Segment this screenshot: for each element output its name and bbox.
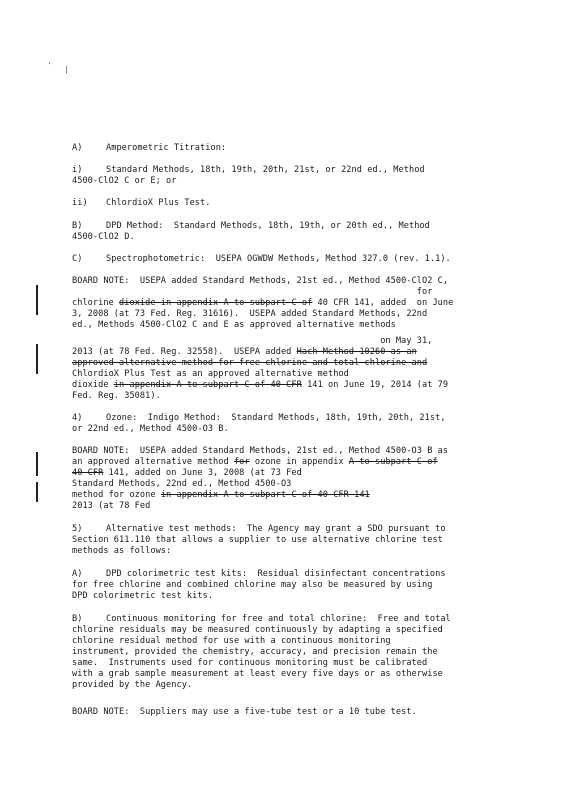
text-line-b2-4 <box>72 647 438 658</box>
list-marker: B) <box>72 221 83 231</box>
line-text: BOARD NOTE: USEPA added Standard Methods, 21st ed., Method 4500-ClO2 C, <box>72 276 449 286</box>
line-text: chlorine residuals may be measured continuously by adapting a specified <box>72 625 443 635</box>
line-text: ed., Methods 4500-ClO2 C and E as approved alternative methods <box>72 320 396 330</box>
text-line-a2-2 <box>72 580 432 591</box>
text-line-bn1-1 <box>72 276 448 287</box>
scan-speck: | <box>64 65 69 74</box>
line-text: chlorine residual method for use with a continuous monitoring <box>72 636 391 646</box>
line-text: for free chlorine and combined chlorine may also be measured by using <box>72 580 433 590</box>
line-text: an approved alternative method for ozone in appendix A to subpart C of <box>72 457 438 467</box>
line-text: 4500-ClO2 C or E; or <box>72 176 177 186</box>
line-text: chlorine dioxide in appendix A to subpart C of 40 CFR 141, added on June <box>72 298 454 308</box>
line-text: Spectrophotometric: USEPA OGWDW Methods, Method 327.0 (rev. 1.1). <box>106 254 451 264</box>
list-marker: A) <box>72 143 83 153</box>
text-line-b2-1 <box>72 614 451 625</box>
text-line-c-line <box>72 254 451 265</box>
text-line-bn2-5 <box>72 490 370 501</box>
text-line-b2-5 <box>72 658 427 669</box>
line-text: 3, 2008 (at 73 Fed. Reg. 31616). USEPA added Standard Methods, 22nd <box>72 309 428 319</box>
line-text: for <box>72 287 433 297</box>
line-text: provided by the Agency. <box>72 680 193 690</box>
text-line-b-line2 <box>72 232 135 243</box>
text-line-ozone-2 <box>72 424 229 435</box>
text-line-bn1-9 <box>72 369 349 380</box>
text-line-s5-3 <box>72 546 171 557</box>
text-line-bn2-2 <box>72 457 438 468</box>
text-line-s5-2 <box>72 535 443 546</box>
line-text: approved alternative method for free chlorine and total chlorine and <box>72 358 428 368</box>
text-line-a2-1 <box>72 569 446 580</box>
scan-speck: ' <box>47 61 52 70</box>
line-text: BOARD NOTE: Suppliers may use a five-tube test or a 10 tube test. <box>72 707 417 717</box>
line-text: DPD Method: Standard Methods, 18th, 19th, or 20th ed., Method <box>106 221 430 231</box>
text-line-i-line1 <box>72 165 425 176</box>
line-text: with a grab sample measurement at least every five days or as otherwise <box>72 669 443 679</box>
line-text: DPD colorimetric test kits. <box>72 591 214 601</box>
line-text: Section 611.110 that allows a supplier to use alternative chlorine test <box>72 535 443 545</box>
text-line-s5-1 <box>72 524 446 535</box>
revision-bar <box>36 482 38 502</box>
text-line-b2-6 <box>72 669 443 680</box>
text-line-i-line2 <box>72 176 176 187</box>
list-marker: B) <box>72 614 83 624</box>
line-text: methods as follows: <box>72 546 172 556</box>
line-text: method for ozone in appendix A to subpart C of 40 CFR 141 <box>72 490 370 500</box>
text-line-bn1-10 <box>72 380 448 391</box>
revision-bar <box>36 344 38 374</box>
line-text: or 22nd ed., Method 4500-O3 B. <box>72 424 229 434</box>
line-text: Standard Methods, 18th, 19th, 20th, 21st, or 22nd ed., Method <box>106 165 425 175</box>
line-text: BOARD NOTE: USEPA added Standard Methods, 21st ed., Method 4500-O3 B as <box>72 446 449 456</box>
text-line-b2-3 <box>72 636 391 647</box>
text-line-bn2-1 <box>72 446 448 457</box>
text-line-bn1-4 <box>72 309 427 320</box>
line-text: Continuous monitoring for free and total chlorine: Free and total <box>106 614 451 624</box>
text-line-a2-3 <box>72 591 213 602</box>
list-marker: C) <box>72 254 83 264</box>
text-line-b2-2 <box>72 625 443 636</box>
line-text: ChlordioX Plus Test as an approved alternative method <box>72 369 349 379</box>
text-line-a-title <box>72 143 226 154</box>
text-line-bn1-2 <box>72 287 432 298</box>
list-marker: A) <box>72 569 83 579</box>
list-marker: i) <box>72 165 83 175</box>
text-line-bn2-3 <box>72 468 302 479</box>
line-text: 2013 (at 78 Fed <box>72 501 151 511</box>
text-line-bn3-1 <box>72 707 417 718</box>
list-marker: ii) <box>72 198 88 208</box>
line-text: on May 31, <box>72 336 433 346</box>
text-line-b-line1 <box>72 221 430 232</box>
text-line-ii-line <box>72 198 210 209</box>
line-text: Standard Methods, 22nd ed., Method 4500-O3 <box>72 479 292 489</box>
text-line-bn1-8 <box>72 358 427 369</box>
line-text: Fed. Reg. 35081). <box>72 391 161 401</box>
text-line-bn1-7 <box>72 347 417 358</box>
revision-bar <box>36 452 38 476</box>
line-text: 4500-ClO2 D. <box>72 232 135 242</box>
line-text: Amperometric Titration: <box>106 143 227 153</box>
text-line-bn1-6 <box>72 336 432 347</box>
line-text: instrument, provided the chemistry, accuracy, and precision remain the <box>72 647 438 657</box>
list-marker: 4) <box>72 413 83 423</box>
text-line-b2-7 <box>72 680 192 691</box>
text-line-bn1-11 <box>72 391 161 402</box>
line-text: same. Instruments used for continuous monitoring must be calibrated <box>72 658 428 668</box>
line-text: dioxide in appendix A to subpart C of 40 CFR 141 on June 19, 2014 (at 79 <box>72 380 449 390</box>
line-text: 40 CFR 141, added on June 3, 2008 (at 73 Fed <box>72 468 302 478</box>
list-marker: 5) <box>72 524 83 534</box>
line-text: Ozone: Indigo Method: Standard Methods, 18th, 19th, 20th, 21st, <box>106 413 446 423</box>
line-text: DPD colorimetric test kits: Residual disinfectant concentrations <box>106 569 446 579</box>
revision-bar <box>36 285 38 315</box>
text-line-ozone-1 <box>72 413 446 424</box>
text-line-bn2-6 <box>72 501 150 512</box>
text-line-bn1-5 <box>72 320 396 331</box>
text-line-bn1-3 <box>72 298 453 309</box>
line-text: ChlordioX Plus Test. <box>106 198 211 208</box>
line-text: 2013 (at 78 Fed. Reg. 32558). USEPA added Hach Method 10260 as an <box>72 347 417 357</box>
text-line-bn2-4 <box>72 479 291 490</box>
line-text: Alternative test methods: The Agency may grant a SDO pursuant to <box>106 524 446 534</box>
